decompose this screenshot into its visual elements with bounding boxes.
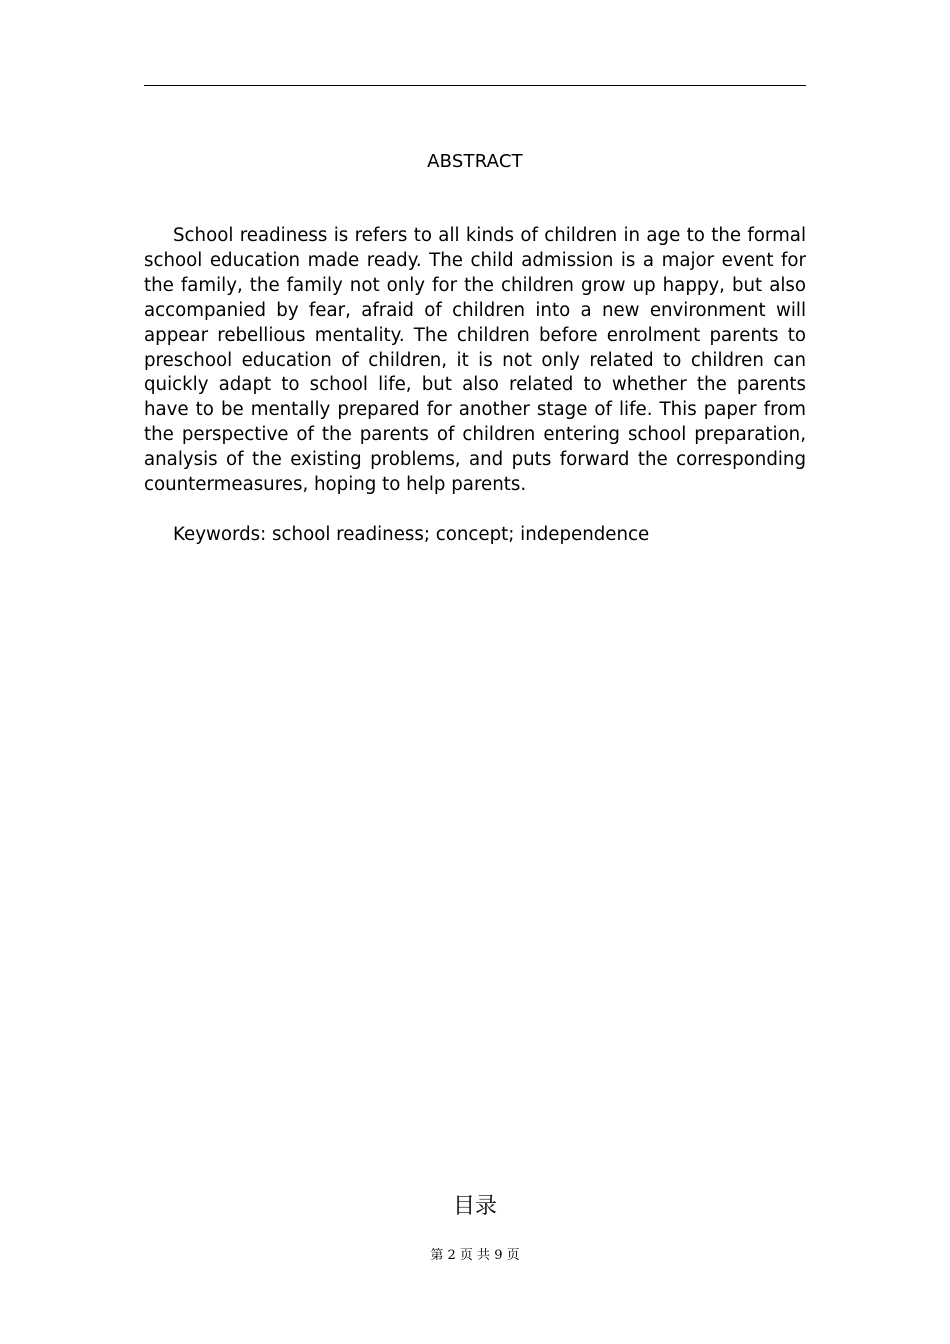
table-of-contents-heading: 目录 bbox=[452, 1194, 497, 1219]
abstract-paragraph: School readiness is refers to all kinds of children in age to the formal school education made ready. The child admission is a major event for the family, the family not only for the children grow up happy, but also accompanied by fear, afraid of children into a new environment will appear rebellious mentality. The children before enrolment parents to preschool education of children, it is not only related to children can quickly adapt to school life, but also related to whether the parents have to be mentally prepared for another stage of life. This paper from the perspective of the parents of children entering school preparation, analysis of the existing problems, and puts forward the corresponding countermeasures, hoping to help parents. bbox=[144, 225, 806, 496]
page-number-footer: 第 2 页 共 9 页 bbox=[430, 1248, 520, 1263]
keywords-line: Keywords: school readiness; concept; independence bbox=[173, 524, 650, 545]
abstract-heading: ABSTRACT bbox=[427, 151, 523, 172]
header-rule bbox=[144, 85, 806, 86]
